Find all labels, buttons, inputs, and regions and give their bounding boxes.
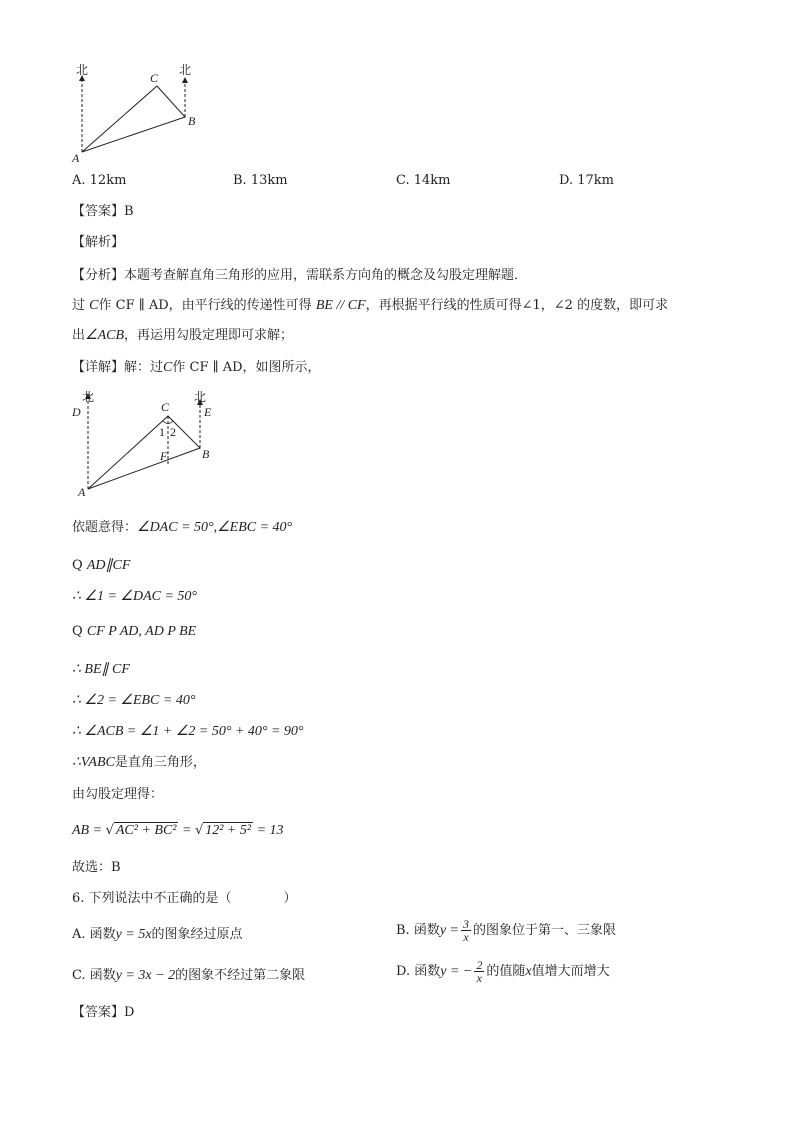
sqrt-ac-bc: AC² + BC² [115,823,177,838]
step-3: ∴ ∠1 = ∠DAC = 50° [72,589,198,604]
q6-option-a [72,926,243,944]
step-4-math: CF P AD, AD P BE [86,624,197,639]
q6-d-x: x [525,964,532,979]
detail-tag: 【详解】 [72,360,125,375]
analysis-line-1 [72,267,527,285]
analysis-tag: 【分析】 [72,268,125,283]
analysis-line-2 [72,297,668,315]
q6-d-fraction [474,959,484,984]
answer-6-value: D [124,1005,135,1020]
option-a: A. 12km [72,173,127,188]
point-e-label: E [204,405,212,419]
step-6: ∴ ∠2 = ∠EBC = 40° [72,693,196,708]
q6-option-b [396,918,616,943]
eq-sign-2: = [178,823,195,838]
text-chu: 出 [72,328,86,343]
analysis-heading: 【解析】 [72,235,125,250]
option-c: C. 14km [396,173,451,188]
triangle-abc-2 [88,416,200,489]
q6-d-den: x [476,971,482,985]
q6-b-den: x [463,930,469,944]
analysis-text: 本题考查解直角三角形的应用，需联系方向角的概念及勾股定理解题． [124,268,528,283]
point-c-label: C [150,71,159,85]
step-7: ∴ ∠ACB = ∠1 + ∠2 = 50° + 40° = 90° [72,724,304,739]
answer-value: B [124,204,134,219]
answer-5 [72,203,134,221]
math-be: BE [315,298,333,313]
point-d-label: D [72,405,81,419]
detail-text-b: 作 CF ∥ AD，如图所示， [172,360,321,375]
triangle-abc [82,86,185,152]
option-d: D. 17km [559,173,614,188]
north-label-left: 北 [76,63,89,77]
q6-b-post: 的图象位于第一、三象限 [473,923,617,938]
answer-6-tag: 【答案】 [72,1005,125,1020]
detail-text-a: 解：过 [124,360,164,375]
math-result: = 13 [253,823,284,838]
point-b-label-2: B [202,447,210,461]
step-2-q: Q [72,558,83,573]
q6-b-num: 3 [463,917,469,931]
step-4 [72,623,196,641]
north-label-right: 北 [179,63,192,77]
math-cf: CF [347,298,366,313]
point-a-label: A [72,151,80,165]
answer-tag: 【答案】 [72,204,125,219]
north-label-left-2: 北 [82,390,95,404]
q6-b-pre: B. 函数 [396,923,440,938]
q6-a-pre: A. 函数 [72,927,116,942]
q6-c-post: 的图象不经过第二象限 [175,968,306,983]
text-cf-ad: 作 CF ∥ AD，由平行线的传递性可得 [98,298,312,313]
q6-option-d [396,959,610,984]
option-b: B. 13km [233,173,288,188]
eq-sign-1: = [89,823,106,838]
text-rest: ，再根据平行线的性质可得∠1，∠2 的度数，即可求 [365,298,669,313]
step-10: AB = √ AC² + BC² = √ 12² + 5² = 13 [72,823,284,838]
math-parallel: // [332,298,348,313]
q6-d-post1: 的值随 [486,964,526,979]
step-8 [72,754,206,772]
q6-c-math: y = 3x − 2 [115,968,176,983]
point-b-label: B [188,114,196,128]
step-1-text: 依题意得： [72,520,138,535]
point-a-label-2: A [78,485,86,498]
answer-6 [72,1004,134,1022]
step-2 [72,557,130,575]
analysis-line-3 [72,327,293,345]
q6-c-pre: C. 函数 [72,968,116,983]
math-c: C [89,298,99,313]
q6-stem: 6. 下列说法中不正确的是（ ） [72,891,297,906]
q6-b-y: y = [439,923,459,938]
step-2-math: AD∥CF [86,558,131,573]
q6-d-post2: 值增大而增大 [531,964,610,979]
point-c-label-2: C [161,400,170,414]
q6-option-c [72,967,305,985]
q6-a-post: 的图象经过原点 [151,927,243,942]
sqrt-12-5: 12² + 5² [205,823,252,838]
q6-a-math: y = 5x [115,927,152,942]
triangle-figure-2 [68,388,218,498]
step-5: ∴ BE∥ CF [72,662,130,677]
step-8-math: ∴VABC [72,755,115,770]
math-acb: ∠ACB [85,328,125,343]
point-f-label: F [160,449,168,463]
angle-2-label: 2 [170,425,176,439]
text-guo: 过 [72,298,86,313]
triangle-figure-1 [66,60,206,166]
step-1 [72,519,292,537]
detail-math-c: C [163,360,173,375]
step-4-q: Q [72,624,83,639]
angle-1-label: 1 [159,425,165,439]
q6-d-pre: D. 函数 [396,964,441,979]
q6-d-num: 2 [476,958,483,972]
q6-b-fraction [461,918,471,943]
text-pythag: ，再运用勾股定理即可求解； [124,328,294,343]
math-ab: AB [72,823,90,838]
step-1-math: ∠DAC = 50°,∠EBC = 40° [137,520,293,535]
detail-line [72,359,321,377]
choice-line: 故选：B [72,860,121,875]
step-9: 由勾股定理得： [72,787,164,802]
step-8-text: 是直角三角形， [114,755,206,770]
north-label-right-2: 北 [194,390,207,404]
q6-d-y: y = − [440,964,473,979]
